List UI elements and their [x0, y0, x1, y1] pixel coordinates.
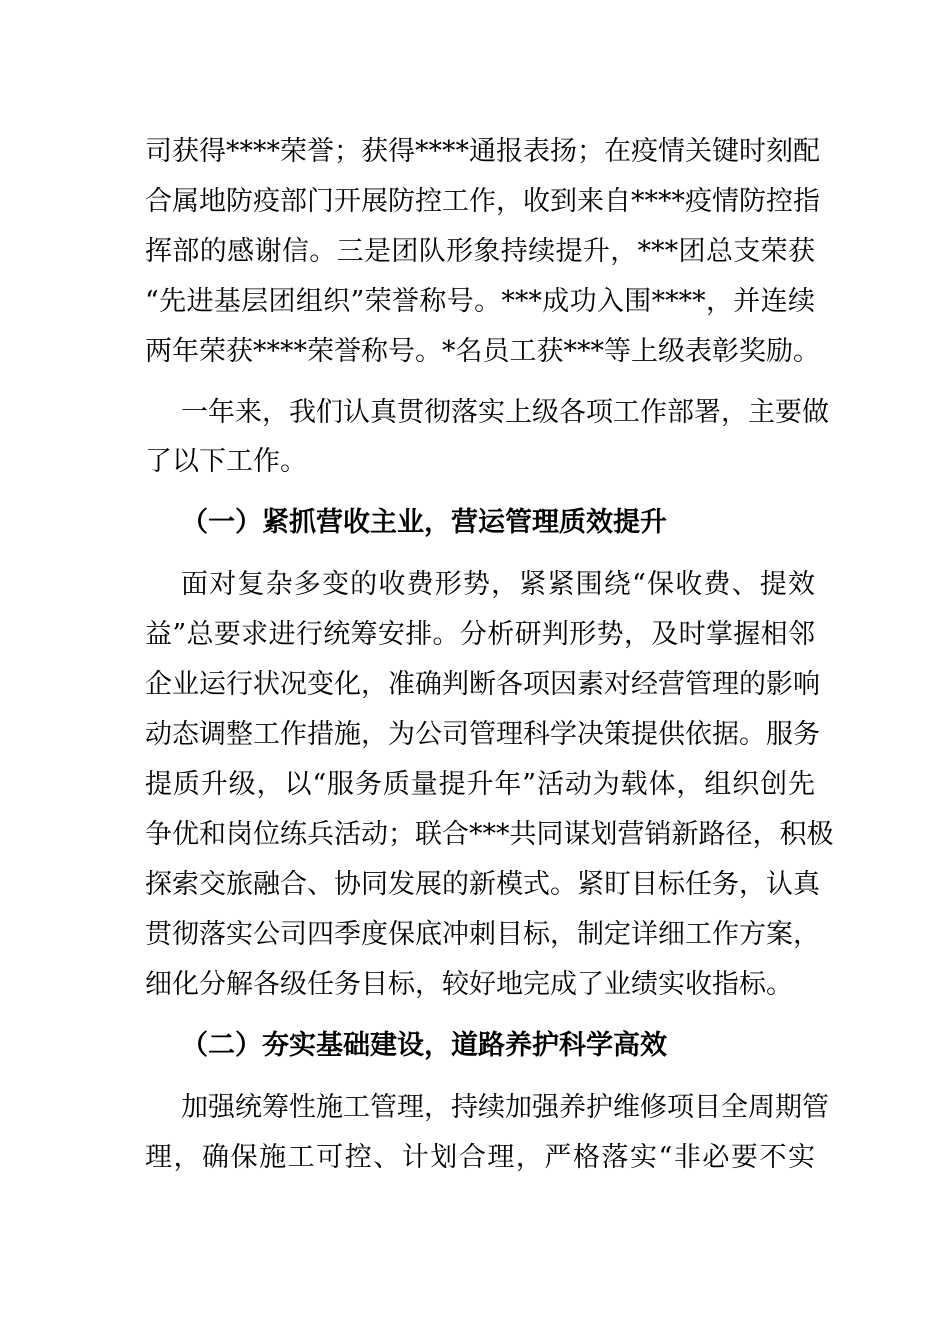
paragraph-1-line-5: 两年荣获****荣誉称号。*名员工获***等上级表彰奖励。: [145, 336, 820, 367]
paragraph-2-line-2: 了以下工作。: [145, 446, 307, 477]
paragraph-3-line-9: 细化分解各级任务目标，较好地完成了业绩实收指标。: [145, 969, 793, 1000]
section-heading-1: （一）紧抓营收主业，营运管理质效提升: [181, 507, 667, 538]
paragraph-4-line-2: 理，确保施工可控、计划合理，严格落实“非必要不实: [145, 1142, 815, 1173]
paragraph-3-line-2: 益”总要求进行统筹安排。分析研判形势，及时掌握相邻: [145, 619, 815, 650]
paragraph-3-line-6: 争优和岗位练兵活动；联合***共同谋划营销新路径，积极: [145, 819, 834, 850]
paragraph-3-line-5: 提质升级，以“服务质量提升年”活动为载体，组织创先: [145, 769, 815, 800]
paragraph-1-line-1: 司获得****荣誉；获得****通报表扬；在疫情关键时刻配: [145, 136, 820, 167]
paragraph-3-line-7: 探索交旅融合、协同发展的新模式。紧盯目标任务，认真: [145, 869, 820, 900]
paragraph-3-line-4: 动态调整工作措施，为公司管理科学决策提供依据。服务: [145, 719, 820, 750]
paragraph-1-line-3: 挥部的感谢信。三是团队形象持续提升，***团总支荣获: [145, 236, 815, 267]
paragraph-1-line-2: 合属地防疫部门开展防控工作，收到来自****疫情防控指: [145, 186, 820, 217]
paragraph-3-line-1: 面对复杂多变的收费形势，紧紧围绕“保收费、提效: [181, 569, 815, 600]
paragraph-3-line-8: 贯彻落实公司四季度保底冲刺目标，制定详细工作方案，: [145, 919, 820, 950]
section-heading-2: （二）夯实基础建设，道路养护科学高效: [181, 1030, 667, 1061]
paragraph-3-line-3: 企业运行状况变化，准确判断各项因素对经营管理的影响: [145, 669, 820, 700]
paragraph-2-line-1: 一年来，我们认真贯彻落实上级各项工作部署，主要做: [181, 397, 829, 428]
paragraph-1-line-4: “先进基层团组织”荣誉称号。***成功入围****，并连续: [145, 286, 815, 317]
paragraph-4-line-1: 加强统筹性施工管理，持续加强养护维修项目全周期管: [181, 1092, 829, 1123]
